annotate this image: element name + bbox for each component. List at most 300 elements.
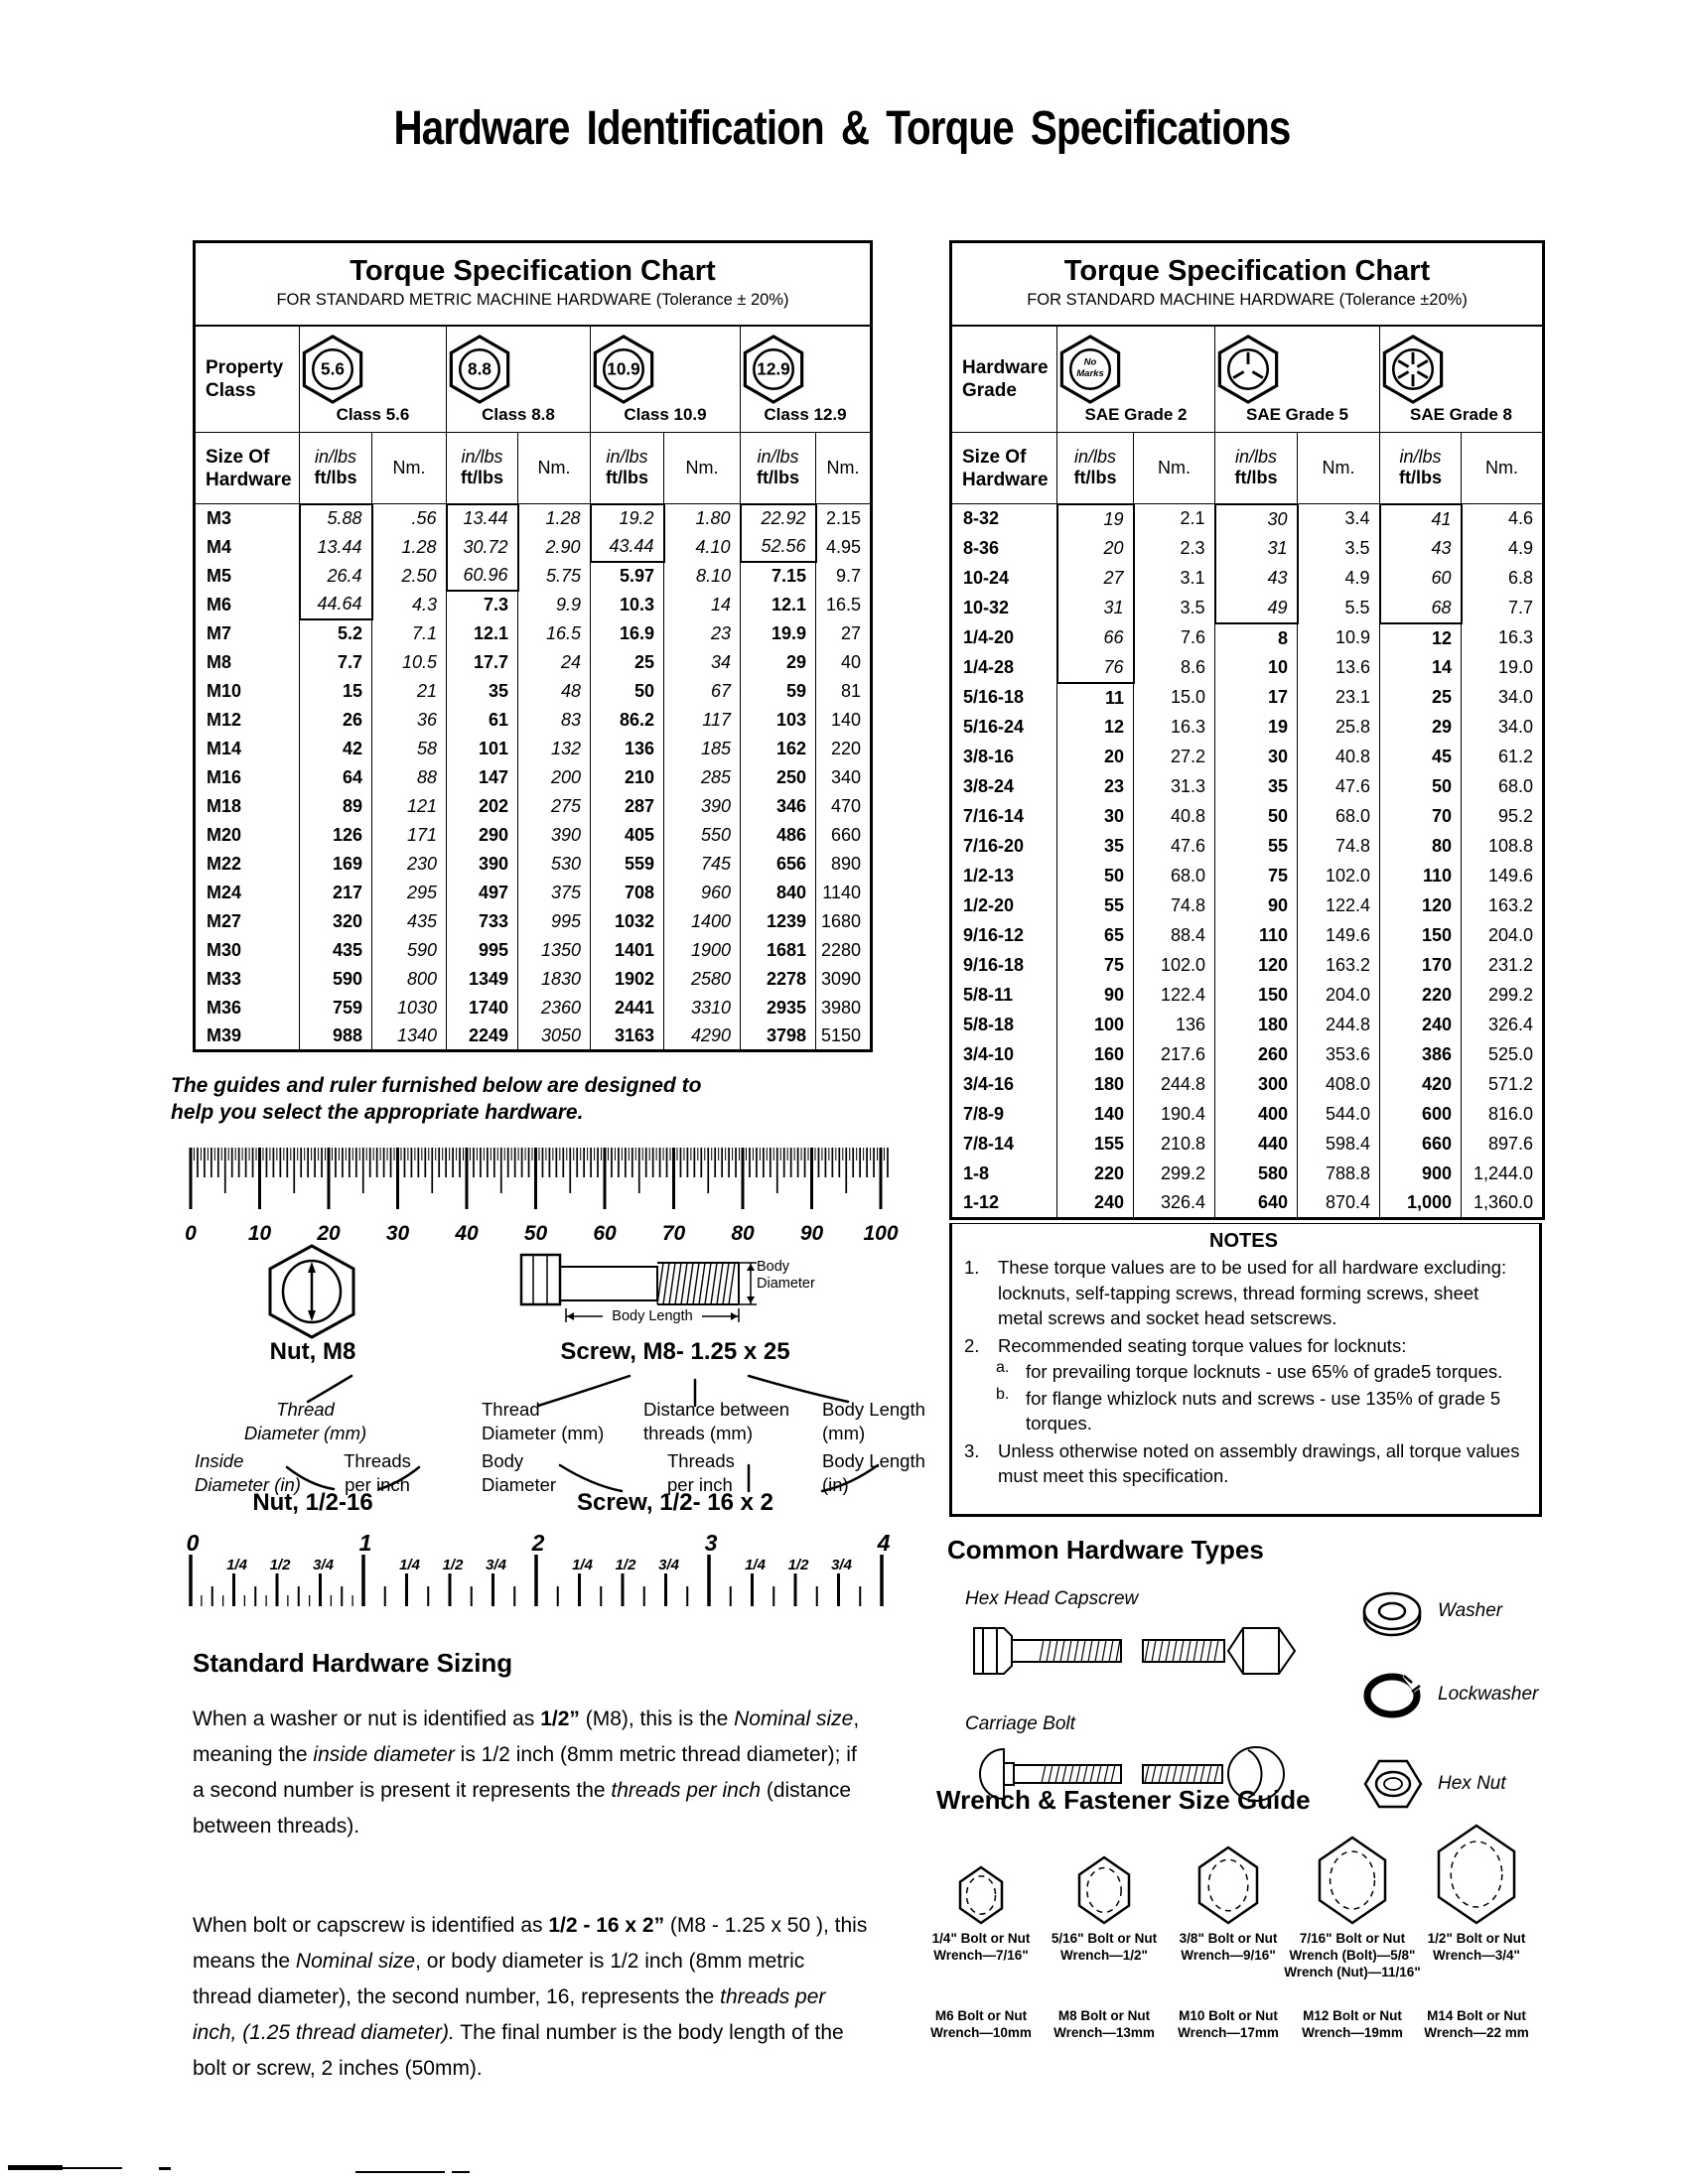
value-cell: 64: [300, 763, 372, 792]
value-cell: 346: [741, 792, 816, 821]
value-cell: 31.3: [1134, 772, 1215, 802]
table-row: [195, 562, 872, 591]
value-cell: 2.1: [1134, 504, 1215, 534]
value-cell: 1.28: [372, 533, 447, 562]
value-cell: 7.3: [447, 591, 518, 619]
table-row: [951, 743, 1544, 772]
value-cell: 120: [1380, 891, 1462, 921]
value-cell: 3.5: [1298, 534, 1380, 564]
annotation-threads-per-inch: Threads per inch: [344, 1450, 411, 1495]
value-cell: 210: [591, 763, 664, 792]
value-cell: 559: [591, 850, 664, 879]
value-cell: 4.9: [1462, 534, 1544, 564]
note-number: b.: [996, 1385, 1010, 1403]
size-cell: M22: [207, 853, 242, 874]
wrench-guide-metric-item: [1402, 2007, 1551, 2041]
note-text: Unless otherwise noted on assembly drawings, all torque values must meet this specification.: [998, 1439, 1520, 1486]
value-cell: 4.9: [1298, 564, 1380, 594]
value-cell: 30: [1057, 802, 1134, 832]
value-cell: 340: [816, 763, 872, 792]
wrench-size-label: Wrench (Bolt)—5/8": [1289, 1948, 1416, 1963]
grade-hex-icon: [592, 335, 655, 404]
table-row: [195, 763, 872, 792]
value-cell: 544.0: [1298, 1100, 1380, 1130]
table-row: [195, 648, 872, 677]
svg-text:8.8: 8.8: [468, 358, 491, 379]
value-cell: 25: [1380, 683, 1462, 713]
table-row: [951, 1160, 1544, 1189]
wrench-size-label: Wrench—13mm: [1053, 2025, 1155, 2040]
text-segment: When a washer or nut is identified as: [193, 1707, 541, 1730]
grade-header-cell: [741, 326, 872, 433]
ruler-fraction-label: 1/4: [399, 1557, 420, 1573]
ruler-label: 0: [186, 1530, 200, 1556]
value-cell: 171: [372, 821, 447, 850]
value-cell: 220: [1380, 981, 1462, 1011]
ruler-label: 90: [799, 1222, 824, 1245]
table-row: [951, 921, 1544, 951]
value-cell: 204.0: [1462, 921, 1544, 951]
table-row: [195, 533, 872, 562]
value-cell: 42: [300, 735, 372, 763]
value-cell: 244.8: [1298, 1011, 1380, 1040]
value-cell: 9.9: [518, 591, 591, 619]
value-cell: 231.2: [1462, 951, 1544, 981]
size-cell: M10: [207, 680, 242, 701]
value-cell: 150: [1380, 921, 1462, 951]
size-cell: 1/2-13: [963, 866, 1015, 886]
value-cell: 2.50: [372, 562, 447, 591]
value-cell: 897.6: [1462, 1130, 1544, 1160]
size-cell: M6: [207, 594, 232, 614]
value-cell: 30: [1215, 504, 1298, 534]
value-cell: 660: [1380, 1130, 1462, 1160]
annotation-distance-between-threads: Distance between threads (mm): [643, 1399, 790, 1443]
nut-diagram: [266, 1243, 357, 1338]
value-cell: 7.6: [1134, 623, 1215, 653]
grade-label: SAE Grade 8: [1410, 404, 1512, 424]
value-cell: 598.4: [1298, 1130, 1380, 1160]
grade-label: Class 12.9: [764, 404, 847, 424]
size-cell: 7/8-14: [963, 1134, 1015, 1154]
value-cell: 240: [1380, 1011, 1462, 1040]
scan-artifact: [355, 2171, 445, 2173]
value-cell: 5.75: [518, 562, 591, 591]
hex-head-capscrew-drawing: [968, 1616, 1301, 1686]
value-cell: 149.6: [1298, 921, 1380, 951]
value-cell: 390: [518, 821, 591, 850]
corner-label: Property Class: [195, 326, 300, 433]
value-cell: 3090: [816, 965, 872, 994]
value-cell: 122.4: [1298, 891, 1380, 921]
value-cell: 353.6: [1298, 1040, 1380, 1070]
value-cell: 3163: [591, 1023, 664, 1051]
value-cell: 41: [1380, 504, 1462, 534]
value-cell: 4.95: [816, 533, 872, 562]
table-row: [951, 1100, 1544, 1130]
value-cell: 25.8: [1298, 713, 1380, 743]
ruler-fraction-label: 1/2: [615, 1557, 636, 1573]
units-header: in/lbs ft/lbs: [591, 433, 664, 504]
ruler-fraction-label: 1/2: [442, 1557, 464, 1573]
value-cell: 43: [1380, 534, 1462, 564]
wrench-size-label: Wrench—10mm: [930, 2025, 1032, 2040]
value-cell: 66: [1057, 623, 1134, 653]
wrench-size-label: Wrench—7/16": [933, 1948, 1029, 1963]
value-cell: 326.4: [1462, 1011, 1544, 1040]
value-cell: 190.4: [1134, 1100, 1215, 1130]
value-cell: 160: [1057, 1040, 1134, 1070]
table-row: [951, 802, 1544, 832]
value-cell: 870.4: [1298, 1189, 1380, 1219]
text-segment: threads per inch: [611, 1779, 761, 1802]
value-cell: 6.8: [1462, 564, 1544, 594]
value-cell: 8.10: [664, 562, 741, 591]
scan-artifact: [159, 2167, 171, 2170]
section-heading-wrench-guide: Wrench & Fastener Size Guide: [936, 1785, 1311, 1815]
fastener-size-label: M10 Bolt or Nut: [1179, 2008, 1278, 2023]
value-cell: 27: [816, 619, 872, 648]
size-cell: 7/16-20: [963, 836, 1025, 856]
size-cell: 10-24: [963, 568, 1010, 588]
ruler-fraction-label: 3/4: [486, 1557, 506, 1573]
value-cell: 25: [591, 648, 664, 677]
notes-title: NOTES: [1209, 1230, 1278, 1252]
value-cell: 320: [300, 907, 372, 936]
value-cell: 2.90: [518, 533, 591, 562]
value-cell: 580: [1215, 1160, 1298, 1189]
wrench-guide-metric-items: [923, 2007, 1579, 2067]
grade-label: Class 5.6: [336, 404, 410, 424]
table-row: [951, 1189, 1544, 1219]
value-cell: 27.2: [1134, 743, 1215, 772]
value-cell: 220: [1057, 1160, 1134, 1189]
table-row: [195, 936, 872, 965]
value-cell: 3310: [664, 994, 741, 1023]
value-cell: 102.0: [1134, 951, 1215, 981]
value-cell: 7.7: [1462, 594, 1544, 623]
value-cell: 75: [1215, 862, 1298, 891]
value-cell: 800: [372, 965, 447, 994]
value-cell: 120: [1215, 951, 1298, 981]
size-cell: M39: [207, 1024, 242, 1045]
value-cell: 210.8: [1134, 1130, 1215, 1160]
value-cell: 86.2: [591, 706, 664, 735]
value-cell: 19.9: [741, 619, 816, 648]
note-text: for prevailing torque locknuts - use 65% of grade5 torques.: [1026, 1361, 1503, 1382]
note-subitem: [996, 1359, 1527, 1385]
value-cell: 19.2: [591, 504, 664, 533]
ruler-label: 0: [185, 1222, 197, 1245]
grade-label: Class 8.8: [482, 404, 555, 424]
value-cell: 29: [1380, 713, 1462, 743]
section-heading-common-hardware: Common Hardware Types: [947, 1535, 1264, 1565]
value-cell: 68: [1380, 594, 1462, 623]
text-segment: (M8 - 1.25 x 50 ), this means the: [193, 1914, 868, 1973]
value-cell: 34.0: [1462, 713, 1544, 743]
value-cell: 4.6: [1462, 504, 1544, 534]
units-header: in/lbs ft/lbs: [1057, 433, 1134, 504]
wrench-size-label: Wrench—19mm: [1302, 2025, 1403, 2040]
size-cell: 1/2-20: [963, 895, 1015, 915]
ruler-label: 100: [863, 1222, 899, 1245]
body-length-label: Body Length: [603, 1308, 702, 1325]
value-cell: 656: [741, 850, 816, 879]
wrench-guide-item: [1402, 1819, 1551, 1964]
section-heading-sizing: Standard Hardware Sizing: [193, 1648, 513, 1678]
value-cell: 816.0: [1462, 1100, 1544, 1130]
value-cell: 4.3: [372, 591, 447, 619]
value-cell: 1680: [816, 907, 872, 936]
nm-header: Nm.: [1134, 433, 1215, 504]
size-cell: 1/4-20: [963, 627, 1015, 647]
value-cell: 180: [1057, 1070, 1134, 1100]
value-cell: 11: [1057, 683, 1134, 713]
value-cell: 58: [372, 735, 447, 763]
nm-header: Nm.: [1462, 433, 1544, 504]
table-row: [195, 591, 872, 619]
size-cell: 5/8-18: [963, 1015, 1015, 1034]
value-cell: 150: [1215, 981, 1298, 1011]
value-cell: 23: [664, 619, 741, 648]
table-row: [951, 1040, 1544, 1070]
value-cell: 44.64: [300, 591, 372, 619]
size-cell: M27: [207, 910, 242, 931]
value-cell: 15.0: [1134, 683, 1215, 713]
value-cell: 47.6: [1298, 772, 1380, 802]
size-cell: M36: [207, 997, 242, 1018]
value-cell: 660: [816, 821, 872, 850]
wrench-size-label: Wrench—1/2": [1060, 1948, 1148, 1963]
value-cell: 30: [1215, 743, 1298, 772]
value-cell: 497: [447, 879, 518, 907]
text-segment: Nominal size: [295, 1950, 416, 1973]
fastener-size-label: 7/16" Bolt or Nut: [1299, 1931, 1406, 1946]
wrench-size-label: Wrench (Nut)—11/16": [1284, 1965, 1421, 1979]
value-cell: 31: [1215, 534, 1298, 564]
value-cell: 23: [1057, 772, 1134, 802]
ruler-fraction-label: 3/4: [658, 1557, 679, 1573]
annotation-threads-per-inch: Threads per inch: [667, 1450, 735, 1495]
units-header: in/lbs ft/lbs: [741, 433, 816, 504]
value-cell: 995: [447, 936, 518, 965]
value-cell: 12.1: [741, 591, 816, 619]
grade-label: Class 10.9: [624, 404, 707, 424]
grade-hex-icon: [1381, 335, 1445, 404]
fastener-size-label: M8 Bolt or Nut: [1057, 2008, 1151, 2023]
text-segment: 1/2”: [540, 1707, 580, 1730]
ruler-fraction-label: 1/4: [745, 1557, 766, 1573]
grade-hex-icon: [301, 335, 364, 404]
nm-header: Nm.: [1298, 433, 1380, 504]
value-cell: 17.7: [447, 648, 518, 677]
value-cell: 35: [1057, 832, 1134, 862]
value-cell: 81: [816, 677, 872, 706]
value-cell: 55: [1057, 891, 1134, 921]
ruler-fraction-label: 1/4: [572, 1557, 593, 1573]
value-cell: 50: [1215, 802, 1298, 832]
text-segment: (distance between threads).: [193, 1779, 852, 1838]
washer-label: Washer: [1438, 1600, 1503, 1621]
note-item: [960, 1438, 1527, 1489]
value-cell: 2580: [664, 965, 741, 994]
value-cell: 34: [664, 648, 741, 677]
value-cell: 31: [1057, 594, 1134, 623]
svg-text:5.6: 5.6: [321, 358, 345, 379]
value-cell: 121: [372, 792, 447, 821]
value-cell: 299.2: [1134, 1160, 1215, 1189]
units-header: in/lbs ft/lbs: [1215, 433, 1298, 504]
ruler-fraction-label: 3/4: [831, 1557, 852, 1573]
page-title: Hardware Identification & Torque Specifications: [393, 102, 1291, 155]
value-cell: 733: [447, 907, 518, 936]
value-cell: 900: [1380, 1160, 1462, 1189]
value-cell: 400: [1215, 1100, 1298, 1130]
value-cell: 95.2: [1462, 802, 1544, 832]
text-segment: threads per inch, (1.25 thread diameter).: [193, 1985, 826, 2044]
fastener-size-label: 3/8" Bolt or Nut: [1179, 1931, 1278, 1946]
grade-header-cell: [1215, 326, 1380, 433]
table-row: [195, 504, 872, 533]
value-cell: 132: [518, 735, 591, 763]
value-cell: 1401: [591, 936, 664, 965]
value-cell: 5.5: [1298, 594, 1380, 623]
value-cell: 163.2: [1462, 891, 1544, 921]
size-cell: 1-8: [963, 1163, 990, 1183]
fastener-size-label: 1/2" Bolt or Nut: [1427, 1931, 1526, 1946]
table-row: [951, 623, 1544, 653]
value-cell: 102.0: [1298, 862, 1380, 891]
value-cell: 260: [1215, 1040, 1298, 1070]
table-title: Torque Specification Chart: [1063, 255, 1431, 288]
value-cell: 5.88: [300, 504, 372, 533]
size-cell: 10-32: [963, 598, 1010, 617]
value-cell: 486: [741, 821, 816, 850]
size-cell: 8-36: [963, 538, 1000, 558]
table-subtitle: FOR STANDARD METRIC MACHINE HARDWARE (Tolerance ± 20%): [276, 291, 789, 310]
size-cell: M20: [207, 824, 242, 845]
value-cell: 12: [1380, 623, 1462, 653]
value-cell: 1740: [447, 994, 518, 1023]
grade-label: SAE Grade 5: [1246, 404, 1348, 424]
value-cell: 169: [300, 850, 372, 879]
value-cell: 5.2: [300, 619, 372, 648]
fastener-hex-icon: [1078, 1856, 1130, 1924]
value-cell: 1.28: [518, 504, 591, 533]
value-cell: 1,000: [1380, 1189, 1462, 1219]
hex-nut-icon: [1362, 1753, 1424, 1813]
value-cell: 30.72: [447, 533, 518, 562]
value-cell: 250: [741, 763, 816, 792]
grade-header-cell: [591, 326, 741, 433]
value-cell: 90: [1057, 981, 1134, 1011]
table-subtitle: FOR STANDARD MACHINE HARDWARE (Tolerance ±20%): [1027, 291, 1468, 310]
table-row: [195, 821, 872, 850]
table-row: [195, 735, 872, 763]
value-cell: 600: [1380, 1100, 1462, 1130]
screw-m8-label: Screw, M8- 1.25 x 25: [560, 1338, 790, 1365]
value-cell: 1349: [447, 965, 518, 994]
value-cell: 76: [1057, 653, 1134, 683]
table-row: [951, 683, 1544, 713]
note-number: 2.: [964, 1334, 980, 1356]
note-text: These torque values are to be used for all hardware excluding: locknuts, self-tapping screws, thread forming screws, sheet metal screws and socket head setscrews.: [998, 1257, 1507, 1328]
grade-header-cell: [1380, 326, 1544, 433]
units-header: in/lbs ft/lbs: [1380, 433, 1462, 504]
value-cell: 708: [591, 879, 664, 907]
annotation-body-length-in: Body Length (in): [822, 1450, 925, 1495]
value-cell: 17: [1215, 683, 1298, 713]
value-cell: 1.80: [664, 504, 741, 533]
table-row: [951, 504, 1544, 534]
table-row: [195, 994, 872, 1023]
grade-hex-icon: [448, 335, 511, 404]
table-row: [951, 653, 1544, 683]
value-cell: 1900: [664, 936, 741, 965]
value-cell: 15: [300, 677, 372, 706]
text-segment: is 1/2 inch (8mm metric thread diameter); if a second number is present it represents the: [193, 1743, 857, 1802]
note-number: 3.: [964, 1439, 980, 1461]
value-cell: 440: [1215, 1130, 1298, 1160]
fastener-hex-icon: [1198, 1846, 1258, 1924]
value-cell: 36: [372, 706, 447, 735]
size-cell: 7/8-9: [963, 1104, 1005, 1124]
value-cell: 34.0: [1462, 683, 1544, 713]
corner-label: Hardware Grade: [951, 326, 1057, 433]
value-cell: 136: [591, 735, 664, 763]
text-segment: , or body diameter is 1/2 inch (8mm metric thread diameter), the second number, 16, represents the: [193, 1950, 805, 2008]
standard-torque-table: [949, 240, 1545, 1220]
size-cell: M33: [207, 968, 242, 989]
screw-half-label: Screw, 1/2- 16 x 2: [577, 1489, 773, 1516]
note-subitem: [996, 1386, 1527, 1436]
ruler-fraction-label: 1/4: [226, 1557, 247, 1573]
value-cell: 70: [1380, 802, 1462, 832]
value-cell: 61.2: [1462, 743, 1544, 772]
value-cell: 408.0: [1298, 1070, 1380, 1100]
value-cell: 26: [300, 706, 372, 735]
annotation-inside-diameter: Inside Diameter (in): [195, 1450, 301, 1495]
value-cell: 290: [447, 821, 518, 850]
grade-hex-icon: [1058, 335, 1122, 404]
ruler-label: 3: [704, 1530, 718, 1556]
value-cell: 60: [1380, 564, 1462, 594]
value-cell: 287: [591, 792, 664, 821]
notes-section: [949, 1223, 1542, 1517]
value-cell: 10.5: [372, 648, 447, 677]
value-cell: 590: [372, 936, 447, 965]
ruler-label: 4: [877, 1530, 891, 1556]
value-cell: 3050: [518, 1023, 591, 1051]
value-cell: 12.1: [447, 619, 518, 648]
carriage-bolt-label: Carriage Bolt: [965, 1713, 1075, 1734]
value-cell: 8.6: [1134, 653, 1215, 683]
value-cell: 147: [447, 763, 518, 792]
size-cell: M12: [207, 709, 242, 730]
value-cell: 4.10: [664, 533, 741, 562]
metric-torque-table: [193, 240, 873, 1052]
value-cell: 204.0: [1298, 981, 1380, 1011]
value-cell: 1400: [664, 907, 741, 936]
nm-header: Nm.: [372, 433, 447, 504]
value-cell: 995: [518, 907, 591, 936]
value-cell: 40.8: [1298, 743, 1380, 772]
washer-icon: [1360, 1586, 1424, 1644]
value-cell: 4290: [664, 1023, 741, 1051]
svg-text:12.9: 12.9: [757, 358, 790, 379]
table-row: [195, 792, 872, 821]
grade-header-cell: [300, 326, 447, 433]
